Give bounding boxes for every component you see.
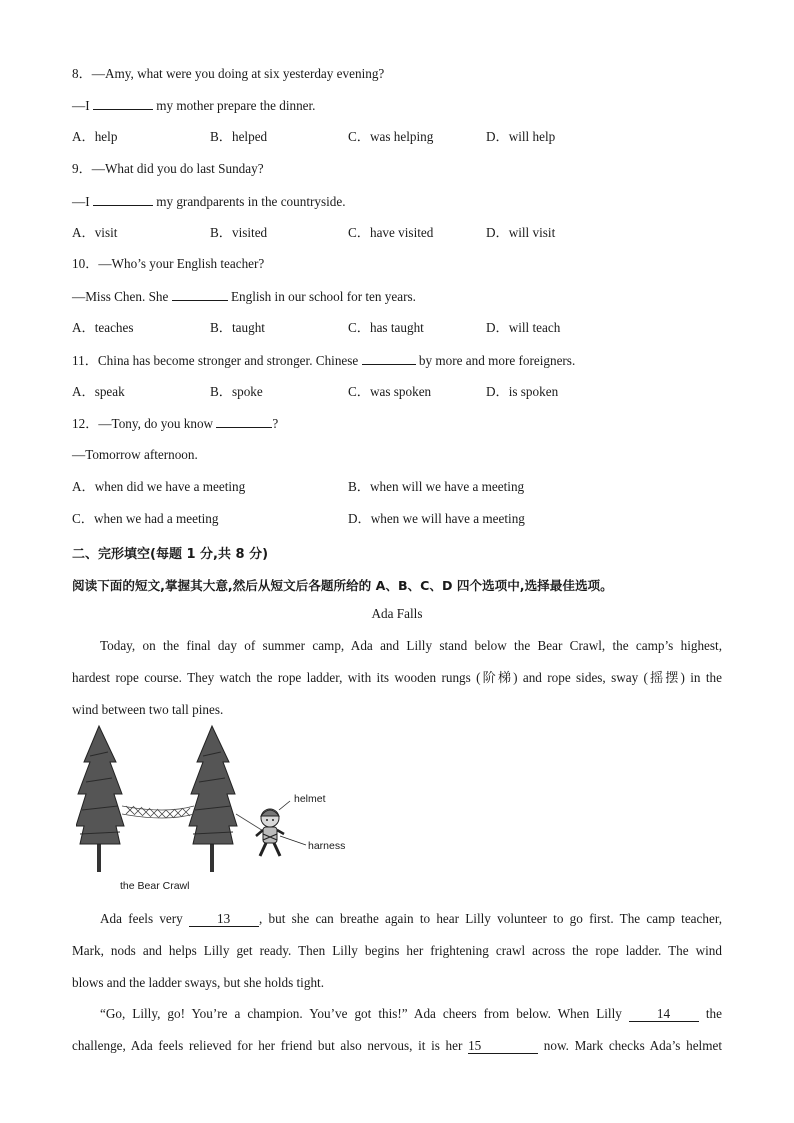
blank-15[interactable]: 15 [468, 1039, 538, 1054]
q9-blank[interactable] [93, 193, 153, 206]
q11-option-b[interactable]: B．spoke [210, 384, 263, 399]
question-11-prompt [72, 352, 575, 369]
question-9-answer-line [72, 193, 346, 210]
right-pine-tree [189, 726, 237, 872]
rope-ladder [122, 806, 194, 818]
passage-paragraph-2-line-2: Mark, nods and helps Lilly get ready. Then Lilly begins her frightening crawl across the rope ladder. The wind [72, 943, 722, 958]
q9-option-b[interactable]: B．visited [210, 225, 268, 240]
question-10-answer-line [72, 288, 416, 305]
q12-blank[interactable] [216, 415, 272, 428]
q8-option-d[interactable]: D．will help [486, 129, 556, 144]
climber-kid [256, 809, 284, 856]
blank-13[interactable]: 13 [189, 912, 259, 927]
passage-paragraph-3-line-1 [72, 998, 722, 1030]
passage-paragraph-3-line-2 [72, 1030, 722, 1062]
q10-option-d[interactable]: D．will teach [486, 320, 561, 335]
section-2-heading: 二、完形填空(每题 1 分,共 8 分) [72, 547, 269, 562]
q10-option-c[interactable]: C．has taught [348, 320, 424, 335]
q9-answer-pre: —I [72, 194, 93, 209]
q11-blank[interactable] [362, 352, 416, 365]
p3-text-post: the [698, 1006, 722, 1021]
q8-option-b[interactable]: B．helped [210, 129, 268, 144]
harness-leader-line [280, 836, 306, 845]
passage-paragraph-2-line-1 [72, 903, 722, 935]
q11-prompt-post: by more and more foreigners. [415, 353, 576, 368]
passage-title: Ada Falls [371, 606, 423, 621]
label-bear-crawl: the Bear Crawl [120, 880, 190, 892]
q8-option-a[interactable]: A．help [72, 129, 118, 144]
question-9-prompt: 9．—What did you do last Sunday? [72, 161, 264, 176]
q12-prompt-post: ? [272, 416, 279, 431]
p3-line2-pre: challenge, Ada feels relieved for her friend but also nervous, it is her [72, 1038, 469, 1053]
q9-option-c[interactable]: C．have visited [348, 225, 434, 240]
helmet-leader-line [279, 801, 290, 810]
q8-answer-post: my mother prepare the dinner. [152, 98, 316, 113]
question-8-answer-line [72, 97, 315, 114]
q9-option-a[interactable]: A．visit [72, 225, 118, 240]
q11-option-d[interactable]: D．is spoken [486, 384, 559, 399]
blank-14[interactable]: 14 [629, 1007, 699, 1022]
q10-blank[interactable] [172, 288, 228, 301]
p2-text-post: , but she can breathe again to hear Lilly volunteer to go first. The camp teacher, [259, 911, 723, 926]
passage-paragraph-1-line-2: hardest rope course. They watch the rope ladder, with its wooden rungs (阶梯) and rope sides, sway (摇摆) in the [72, 670, 722, 685]
question-12-answer: —Tomorrow afternoon. [72, 447, 198, 462]
q12-option-a[interactable]: A．when did we have a meeting [72, 479, 246, 494]
question-12-prompt [72, 415, 278, 432]
q12-option-d[interactable]: D．when we will have a meeting [348, 511, 525, 526]
q10-option-a[interactable]: A．teaches [72, 320, 134, 335]
q12-prompt-pre: 12．—Tony, do you know [72, 416, 217, 431]
q8-answer-pre: —I [72, 98, 93, 113]
left-pine-tree [76, 726, 124, 872]
q9-option-d[interactable]: D．will visit [486, 225, 556, 240]
section-2-instruction: 阅读下面的短文,掌握其大意,然后从短文后各题所给的 A、B、C、D 四个选项中,选择最佳选项。 [72, 578, 613, 593]
question-10-prompt: 10．—Who’s your English teacher? [72, 256, 265, 271]
q11-option-a[interactable]: A．speak [72, 384, 125, 399]
q11-option-c[interactable]: C．was spoken [348, 384, 432, 399]
passage-paragraph-1-line-1: Today, on the final day of summer camp, Ada and Lilly stand below the Bear Crawl, the camp’s highest, [100, 638, 722, 653]
q10-option-b[interactable]: B．taught [210, 320, 265, 335]
p3-line2-post: now. Mark checks Ada’s helmet [538, 1038, 722, 1053]
q8-blank[interactable] [93, 97, 153, 110]
q12-option-c[interactable]: C．when we had a meeting [72, 511, 219, 526]
q9-answer-post: my grandparents in the countryside. [152, 194, 346, 209]
q10-answer-post: English in our school for ten years. [227, 289, 416, 304]
label-harness: harness [308, 840, 346, 852]
passage-paragraph-2-line-3: blows and the ladder sways, but she holds tight. [72, 975, 324, 990]
p3-text-pre: “Go, Lilly, go! You’re a champion. You’ve got this!” Ada cheers from below. When Lilly [100, 1006, 629, 1021]
passage-paragraph-1-line-3: wind between two tall pines. [72, 702, 224, 717]
q12-option-b[interactable]: B．when will we have a meeting [348, 479, 525, 494]
p2-text-pre: Ada feels very [100, 911, 190, 926]
bear-crawl-illustration [76, 722, 366, 898]
label-helmet: helmet [294, 793, 326, 805]
q10-answer-pre: —Miss Chen. She [72, 289, 172, 304]
q11-prompt-pre: 11．China has become stronger and stronger. Chinese [72, 353, 362, 368]
q8-option-c[interactable]: C．was helping [348, 129, 434, 144]
question-8-prompt: 8．—Amy, what were you doing at six yesterday evening? [72, 66, 385, 81]
